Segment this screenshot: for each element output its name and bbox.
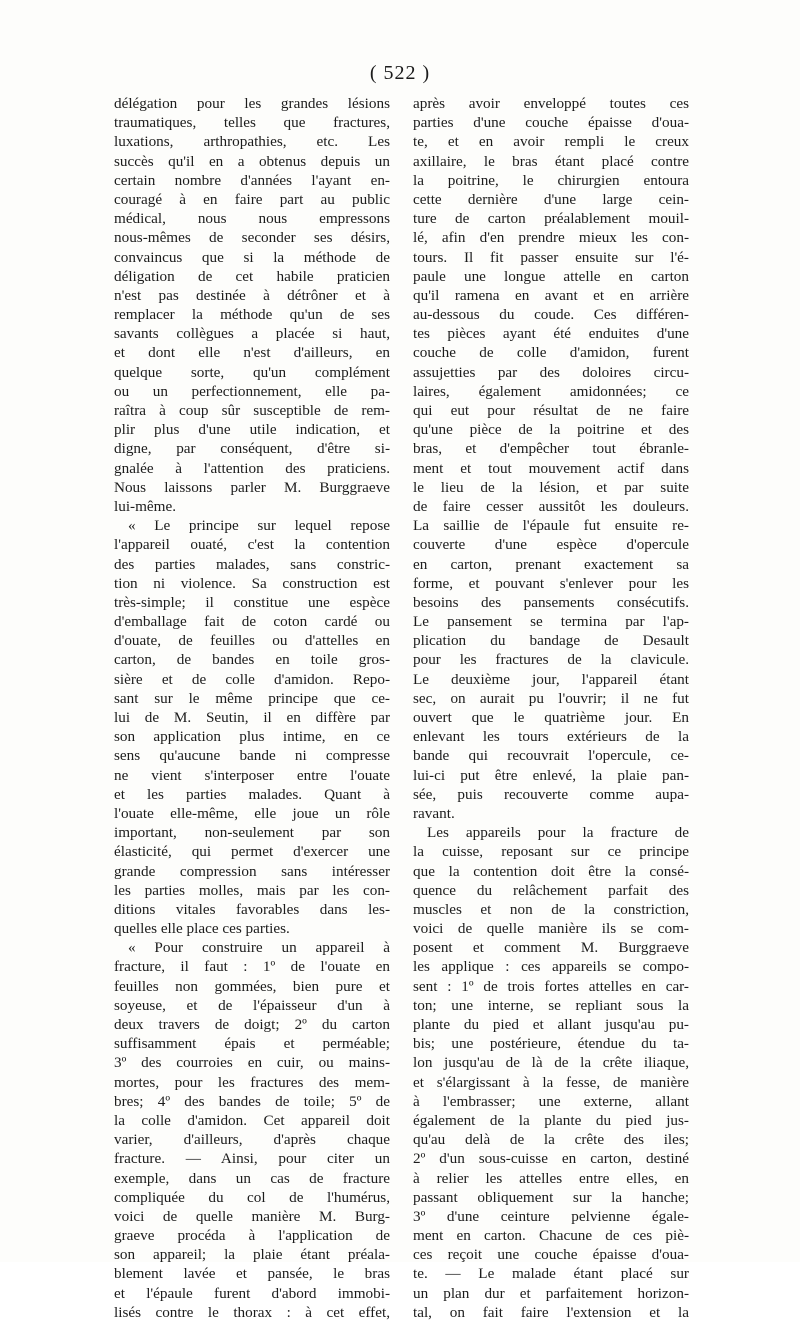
text-line: en carton, prenant exactement sa bbox=[413, 555, 689, 573]
text-line: qu'il ramena en avant et en arrière bbox=[413, 286, 689, 304]
text-line: bis; une postérieure, étendue du ta- bbox=[413, 1035, 689, 1053]
text-line: les parties molles, mais par les con- bbox=[114, 881, 390, 899]
text-line: couverte d'une espèce d'opercule bbox=[413, 536, 689, 554]
text-line: succès qu'il en a obtenus depuis un bbox=[114, 152, 390, 170]
text-line: bras, et d'empêcher tout ébranle- bbox=[413, 440, 689, 458]
text-line: assujetties par des doloires circu- bbox=[413, 363, 689, 381]
text-line: sent : 1º de trois fortes attelles en car- bbox=[413, 977, 689, 995]
text-line: grande compression sans intéresser bbox=[114, 862, 390, 880]
text-line: sée, puis recouverte comme aupa- bbox=[413, 785, 689, 803]
text-line: gnalée à l'attention des praticiens. bbox=[114, 459, 390, 477]
text-line: savants collègues a placée si haut, bbox=[114, 325, 390, 343]
text-line: sens qu'aucune bande ni compresse bbox=[114, 747, 390, 765]
text-line: graeve procéda à l'application de bbox=[114, 1227, 390, 1245]
text-line: et l'épaule furent d'abord immobi- bbox=[114, 1284, 390, 1302]
text-line: médical, nous nous empressons bbox=[114, 210, 390, 228]
text-line: fracture. — Ainsi, pour citer un bbox=[114, 1150, 390, 1168]
text-line: après avoir enveloppé toutes ces bbox=[413, 95, 689, 112]
text-line: « Pour construire un appareil à bbox=[128, 939, 390, 957]
text-line: exemple, dans un cas de fracture bbox=[114, 1169, 390, 1187]
text-line: luxations, arthropathies, etc. Les bbox=[114, 133, 390, 151]
text-line: et dont elle n'est d'ailleurs, en bbox=[114, 344, 390, 362]
text-line: ture de carton préalablement mouil- bbox=[413, 210, 689, 228]
text-line: tours. Il fit passer ensuite sur l'é- bbox=[413, 248, 689, 266]
text-line: besoins des pansements consécutifs. bbox=[413, 593, 689, 611]
text-line: mortes, pour les fractures des mem- bbox=[114, 1073, 390, 1091]
text-line: compliquée du col de l'humérus, bbox=[114, 1188, 390, 1206]
text-line: lui-même. bbox=[114, 497, 176, 515]
text-line: convaincus que si la méthode de bbox=[114, 248, 390, 266]
text-line: lon jusqu'au de là de la crête iliaque, bbox=[413, 1054, 689, 1072]
text-line: à l'embrasser; une externe, allant bbox=[413, 1092, 689, 1110]
text-line: lisés contre le thorax : à cet effet, bbox=[114, 1303, 390, 1321]
text-line: cette dernière d'une large cein- bbox=[413, 190, 689, 208]
text-line: suffisamment épais et perméable; bbox=[114, 1035, 390, 1053]
text-line: Les appareils pour la fracture de bbox=[427, 824, 689, 842]
text-line: 2º d'un sous-cuisse en carton, destiné bbox=[413, 1150, 689, 1168]
text-line: fracture, il faut : 1º de l'ouate en bbox=[114, 958, 390, 976]
text-line: n'est pas destinée à détrôner et à bbox=[114, 286, 390, 304]
text-line: remplacer la méthode qu'un de ses bbox=[114, 306, 390, 324]
text-line: important, non-seulement par son bbox=[114, 824, 390, 842]
text-line: son appareil; la plaie étant préala- bbox=[114, 1246, 390, 1264]
text-line: l'ouate elle-même, elle joue un rôle bbox=[114, 804, 390, 822]
text-line: lui de M. Seutin, il en diffère par bbox=[114, 709, 390, 726]
text-line: feuilles non gommées, bien pure et bbox=[114, 977, 390, 995]
text-line: ravant. bbox=[413, 804, 455, 822]
left-text-column bbox=[114, 94, 390, 1322]
text-line: quelque sorte, qu'un complément bbox=[114, 363, 390, 381]
text-line: qu'une pièce de la poitrine et des bbox=[413, 421, 689, 439]
text-line: sière et de colle d'amidon. Repo- bbox=[114, 670, 390, 688]
text-line: la colle d'amidon. Cet appareil doit bbox=[114, 1111, 390, 1129]
text-line: délégation pour les grandes lésions bbox=[114, 95, 390, 112]
text-line: couragé à en faire part au public bbox=[114, 190, 390, 208]
text-line: tes pièces ayant été enduites d'une bbox=[413, 325, 689, 343]
text-line: bres; 4º des bandes de toile; 5º de bbox=[114, 1092, 390, 1110]
text-line: Nous laissons parler M. Burggraeve bbox=[114, 478, 390, 496]
text-line: lui-ci put être enlevé, la plaie pan- bbox=[413, 766, 689, 784]
text-line: 3º d'une ceinture pelvienne égale- bbox=[413, 1207, 689, 1225]
text-line: passant obliquement sur la hanche; bbox=[413, 1188, 689, 1206]
text-line: enlevant les tours extérieurs de la bbox=[413, 728, 689, 746]
text-line: ditions vitales favorables dans les- bbox=[114, 900, 390, 918]
page-number: ( 522 ) bbox=[369, 62, 431, 84]
text-line: à relier les attelles entre elles, en bbox=[413, 1169, 689, 1187]
text-line: ne vient s'interposer entre l'ouate bbox=[114, 766, 390, 784]
text-line: plir plus d'une utile indication, et bbox=[114, 421, 390, 439]
text-line: Le deuxième jour, l'appareil étant bbox=[413, 670, 689, 688]
text-line: d'ouate, de feuilles ou d'attelles en bbox=[114, 632, 390, 650]
text-line: également de la plante du pied jus- bbox=[413, 1111, 689, 1129]
text-line: posent et comment M. Burggraeve bbox=[413, 939, 689, 957]
text-line: pour les fractures de la clavicule. bbox=[413, 651, 689, 669]
text-line: quelles elle place ces parties. bbox=[114, 920, 290, 938]
text-line: la poitrine, le chirurgien entoura bbox=[413, 171, 689, 189]
text-line: laires, également amidonnées; ce bbox=[413, 382, 689, 400]
text-line: sec, on aurait pu l'ouvrir; il ne fut bbox=[413, 689, 689, 707]
text-line: plication du bandage de Desault bbox=[413, 632, 689, 650]
text-line: son application plus intime, en ce bbox=[114, 728, 390, 746]
text-line: te. — Le malade étant placé sur bbox=[413, 1265, 689, 1283]
text-line: ment en carton. Chacune de ces piè- bbox=[413, 1227, 689, 1245]
text-line: ou un perfectionnement, elle pa- bbox=[114, 382, 390, 400]
text-line: et s'élargissant à la fesse, de manière bbox=[413, 1073, 689, 1091]
text-line: le lieu de la lésion, et par suite bbox=[413, 478, 689, 496]
text-line: muscles et non de la constriction, bbox=[413, 900, 689, 918]
text-line: voici de quelle manière ils se com- bbox=[413, 920, 689, 938]
text-line: voici de quelle manière M. Burg- bbox=[114, 1207, 390, 1225]
text-line: te, et en avoir rempli le creux bbox=[413, 133, 689, 151]
text-line: digne, par conséquent, d'être si- bbox=[114, 440, 390, 458]
text-line: traumatiques, telles que fractures, bbox=[114, 114, 390, 132]
text-line: forme, et pouvant s'enlever pour les bbox=[413, 574, 689, 592]
text-line: ces reçoit une couche épaisse d'oua- bbox=[413, 1246, 689, 1264]
text-line: paule une longue attelle en carton bbox=[413, 267, 689, 285]
text-line: raîtra à coup sûr susceptible de rem- bbox=[114, 402, 390, 419]
text-line: « Le principe sur lequel repose bbox=[128, 517, 390, 535]
text-line: et les parties malades. Quant à bbox=[114, 785, 390, 803]
text-line: lé, afin d'en prendre mieux les con- bbox=[413, 229, 689, 247]
text-line: quence du relâchement parfait des bbox=[413, 881, 689, 899]
text-line: l'appareil ouaté, c'est la contention bbox=[114, 536, 390, 554]
text-line: nous-mêmes de seconder ses désirs, bbox=[114, 229, 390, 247]
text-line: de faire cesser aussitôt les douleurs. bbox=[413, 497, 689, 515]
text-line: un plan dur et parfaitement horizon- bbox=[413, 1284, 689, 1302]
text-line: au-dessous du coude. Ces différen- bbox=[413, 306, 689, 324]
text-line: blement lavée et pansée, le bras bbox=[114, 1265, 390, 1283]
text-line: tion ni violence. Sa construction est bbox=[114, 574, 390, 592]
text-line: des parties malades, sans constric- bbox=[114, 555, 390, 573]
text-line: qui eut pour résultat de ne faire bbox=[413, 402, 689, 419]
text-line: les applique : ces appareils se compo- bbox=[413, 958, 689, 976]
text-line: tal, on fait faire l'extension et la bbox=[413, 1303, 689, 1321]
text-line: que la contention doit être la consé- bbox=[413, 862, 689, 880]
text-line: axillaire, le bras étant placé contre bbox=[413, 152, 689, 170]
text-line: couche de colle d'amidon, furent bbox=[413, 344, 689, 362]
text-line: la cuisse, reposant sur ce principe bbox=[413, 843, 689, 861]
text-line: élasticité, qui permet d'exercer une bbox=[114, 843, 390, 861]
text-line: parties d'une couche épaisse d'oua- bbox=[413, 114, 689, 132]
text-line: d'emballage fait de coton cardé ou bbox=[114, 613, 390, 631]
text-line: déligation de cet habile praticien bbox=[114, 267, 390, 285]
text-line: 3º des courroies en cuir, ou mains- bbox=[114, 1054, 390, 1072]
text-line: certain nombre d'années l'ayant en- bbox=[114, 171, 390, 189]
text-line: ment et tout mouvement actif dans bbox=[413, 459, 689, 477]
text-line: qu'au delà de la crête des iles; bbox=[413, 1131, 689, 1149]
text-line: ouvert que le quatrième jour. En bbox=[413, 709, 689, 726]
text-line: La saillie de l'épaule fut ensuite re- bbox=[413, 517, 689, 535]
text-line: ton; une interne, se repliant sous la bbox=[413, 996, 689, 1014]
text-line: sant sur le même principe que ce- bbox=[114, 689, 390, 707]
text-line: bande qui recouvrait l'opercule, ce- bbox=[413, 747, 689, 765]
text-line: carton, de bandes en toile gros- bbox=[114, 651, 390, 669]
text-line: varier, d'ailleurs, d'après chaque bbox=[114, 1131, 390, 1149]
text-line: Le pansement se termina par l'ap- bbox=[413, 613, 689, 631]
right-text-column bbox=[413, 94, 689, 1322]
text-line: plante du pied et allant jusqu'au pu- bbox=[413, 1016, 689, 1033]
text-line: soyeuse, et de l'épaisseur d'un à bbox=[114, 996, 390, 1014]
text-line: très-simple; il constitue une espèce bbox=[114, 593, 390, 611]
text-line: deux travers de doigt; 2º du carton bbox=[114, 1016, 390, 1033]
